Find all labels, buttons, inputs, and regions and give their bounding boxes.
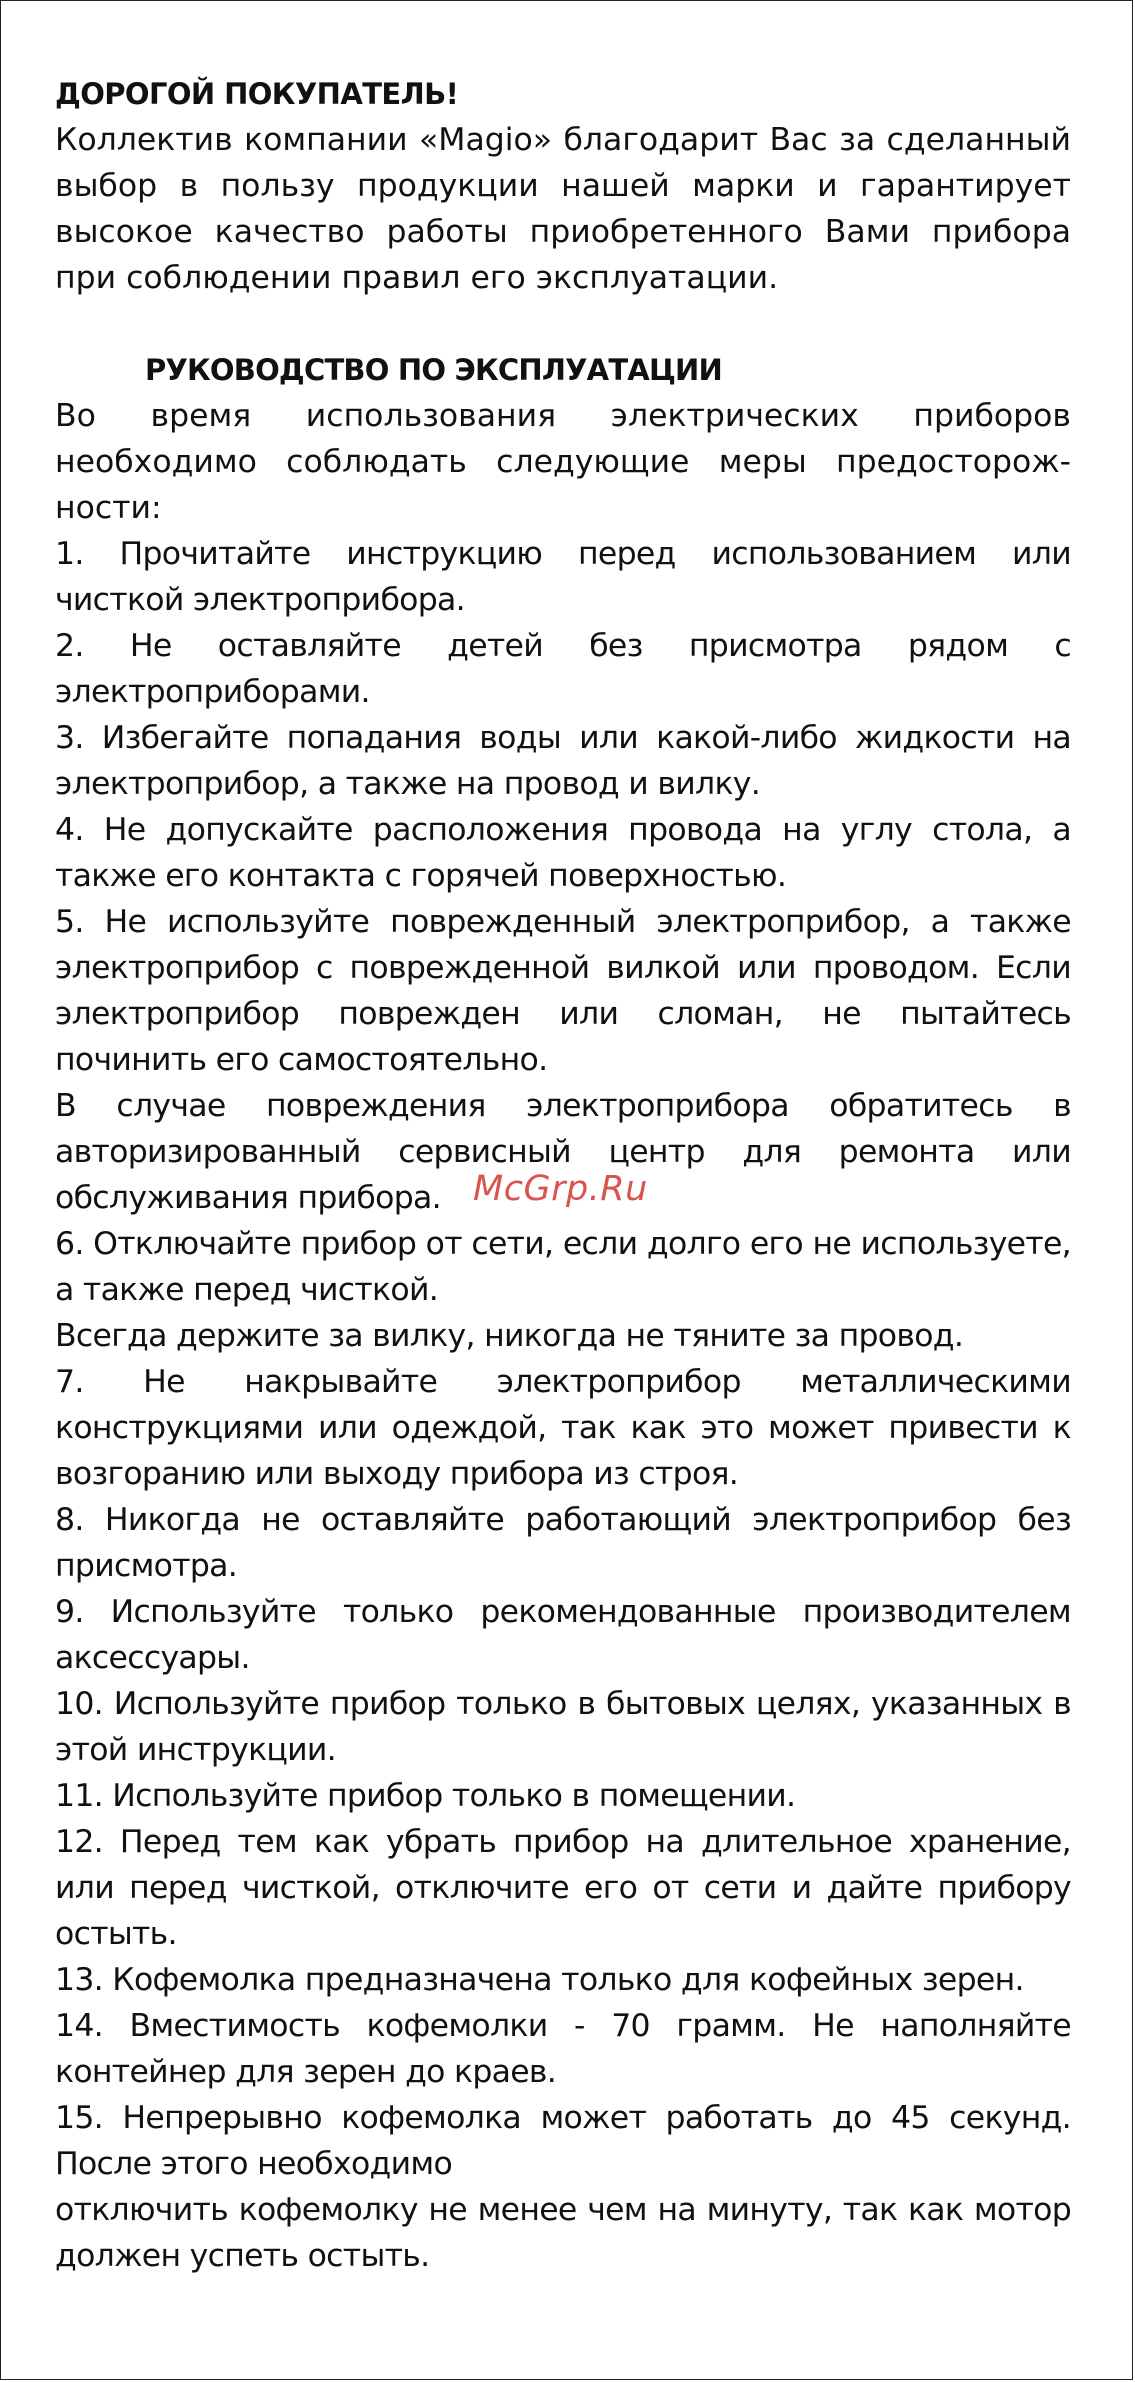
manual-item-7: 7. Не накрывайте электроприбор металлическими конструкциями или одеждой, так как это может привести к возгоранию или выходу прибора из строя. — [55, 1364, 1071, 1492]
greeting-text: Коллектив компании «Magio» благодарит Вас за сделанный выбор в пользу продукции нашей марки и гарантирует высокое качество работы приобретенного Вами прибора при соблюдении правил его эксплуатации. — [55, 122, 1071, 296]
manual-item-13: 13. Кофемолка предназначена только для кофейных зерен. — [55, 1962, 1024, 1998]
manual-item-8: 8. Никогда не оставляйте работающий электроприбор без присмотра. — [55, 1502, 1071, 1584]
manual-item-12: 12. Перед тем как убрать прибор на длительное хранение, или перед чисткой, отключите его от сети и дайте прибору остыть. — [55, 1824, 1071, 1952]
manual-intro: Во время использования электрических приборов необходимо соблюдать следующие меры предосторож-ности: — [55, 398, 1071, 526]
manual-item-4: 4. Не допускайте расположения провода на углу стола, а также его контакта с горячей поверхностью. — [55, 812, 1071, 894]
manual-item-14: 14. Вместимость кофемолки - 70 грамм. Не наполняйте контейнер для зерен до краев. — [55, 2008, 1071, 2090]
manual-item-9: 9. Используйте только рекомендованные производителем аксессуары. — [55, 1594, 1071, 1676]
manual-item-6: 6. Отключайте прибор от сети, если долго его не используете, а также перед чисткой. — [55, 1226, 1071, 1308]
manual-item-5: 5. Не используйте поврежденный электроприбор, а также электроприбор с поврежденной вилкой или проводом. Если электроприбор поврежден или сломан, не пытайтесь починить его самостоятельно. — [55, 904, 1071, 1078]
manual-item-11: 11. Используйте прибор только в помещении. — [55, 1778, 796, 1814]
manual-title: РУКОВОДСТВО ПО ЭКСПЛУАТАЦИИ — [145, 353, 722, 387]
manual-item-5-note: В случае повреждения электроприбора обратитесь в авторизированный сервисный центр для ремонта или обслуживания прибора. — [55, 1088, 1071, 1216]
greeting-title: ДОРОГОЙ ПОКУПАТЕЛЬ! — [55, 77, 459, 111]
manual-item-2: 2. Не оставляйте детей без присмотра рядом с электроприборами. — [55, 628, 1071, 710]
manual-item-6-note: Всегда держите за вилку, никогда не тяните за провод. — [55, 1318, 964, 1354]
manual-item-10: 10. Используйте прибор только в бытовых целях, указанных в этой инструкции. — [55, 1686, 1071, 1768]
manual-item-1: 1. Прочитайте инструкцию перед использованием или чисткой электроприбора. — [55, 536, 1071, 618]
watermark-text: McGrp.Ru — [473, 1169, 648, 1209]
manual-item-15-cont: отключить кофемолку не менее чем на минуту, так как мотор должен успеть остыть. — [55, 2192, 1071, 2274]
manual-item-15: 15. Непрерывно кофемолка может работать до 45 секунд. После этого необходимо — [55, 2100, 1071, 2182]
manual-item-3: 3. Избегайте попадания воды или какой-либо жидкости на электроприбор, а также на провод и вилку. — [55, 720, 1071, 802]
